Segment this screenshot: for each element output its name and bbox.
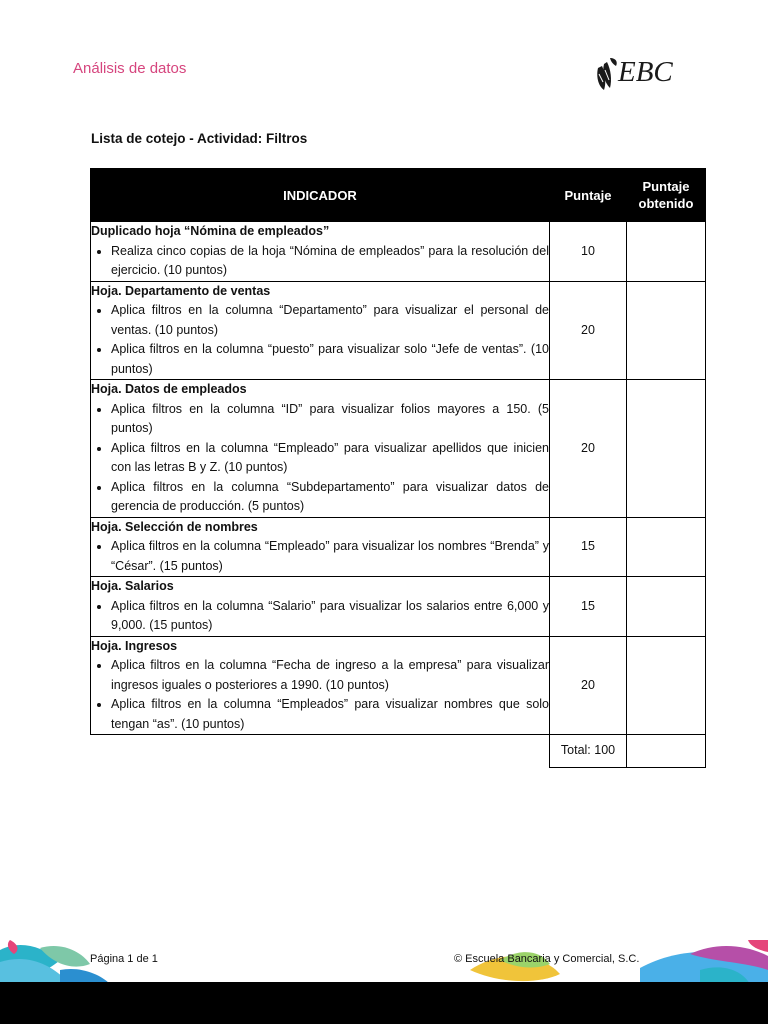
list-item: • Realiza cinco copias de la hoja “Nómina de empleados” para la resolución del ejercicio. (10 puntos) — [111, 242, 549, 281]
list-item: • Aplica filtros en la columna “Departamento” para visualizar el personal de ventas. (10 puntos) — [111, 301, 549, 340]
obtained-cell[interactable] — [627, 517, 706, 577]
indicator-cell — [91, 380, 550, 518]
checklist-table — [90, 168, 706, 768]
total-cell: Total: 100 — [550, 735, 627, 768]
header-indicator: INDICADOR — [91, 169, 550, 222]
points-cell: 15 — [550, 577, 627, 637]
section-title: Hoja. Salarios — [91, 579, 174, 593]
obtained-cell[interactable] — [627, 636, 706, 735]
indicator-cell — [91, 222, 550, 282]
points-cell: 15 — [550, 517, 627, 577]
points-cell: 20 — [550, 281, 627, 380]
list-item: • Aplica filtros en la columna “Fecha de ingreso a la empresa” para visualizar ingresos iguales o posteriores a 1990. (10 puntos) — [111, 656, 549, 695]
leaf-emblem-icon — [594, 54, 620, 94]
footer-copyright: © Escuela Bancaria y Comercial, S.C. — [454, 953, 640, 965]
points-cell: 10 — [550, 222, 627, 282]
obtained-cell[interactable] — [627, 577, 706, 637]
section-title: Hoja. Ingresos — [91, 638, 178, 653]
points-cell: 20 — [550, 380, 627, 518]
bottom-bar — [0, 982, 768, 1024]
footer-page-number: Página 1 de 1 — [90, 953, 158, 965]
table-row — [91, 380, 706, 518]
indicator-cell — [91, 281, 550, 380]
section-title: Hoja. Selección de nombres — [91, 519, 258, 534]
table-header-row — [91, 169, 706, 222]
indicator-cell — [91, 636, 550, 735]
section-title: Hoja. Departamento de ventas — [91, 283, 271, 298]
obtained-cell[interactable] — [627, 380, 706, 518]
list-item: • Aplica filtros en la columna “Empleado” para visualizar apellidos que inicien con las letras B y Z. (10 puntos) — [111, 439, 549, 478]
blank-cell — [91, 735, 550, 768]
list-item: • Aplica filtros en la columna “Empleados” para visualizar nombres que solo tengan “as”. (10 puntos) — [111, 695, 549, 734]
indicator-cell — [91, 517, 550, 577]
list-item: • Aplica filtros en la columna “Salario” para visualizar los salarios entre 6,000 y 9,000. (15 puntos) — [111, 597, 549, 636]
document-subtitle: Lista de cotejo - Actividad: Filtros — [91, 131, 308, 146]
table-row — [91, 222, 706, 282]
list-item: • Aplica filtros en la columna “ID” para visualizar folios mayores a 150. (5 puntos) — [111, 400, 549, 439]
table-row — [91, 636, 706, 735]
total-obtained-cell[interactable] — [627, 735, 706, 768]
list-item: • Aplica filtros en la columna “puesto” para visualizar solo “Jefe de ventas”. (10 puntos) — [111, 340, 549, 379]
header-points: Puntaje — [550, 169, 627, 222]
obtained-cell[interactable] — [627, 281, 706, 380]
header-obtained: Puntaje obtenido — [627, 169, 706, 222]
logo-text: EBC — [618, 56, 673, 88]
indicator-cell — [91, 577, 550, 637]
list-item: • Aplica filtros en la columna “Subdepartamento” para visualizar datos de gerencia de producción. (5 puntos) — [111, 478, 549, 517]
points-cell: 20 — [550, 636, 627, 735]
ebc-logo — [594, 54, 684, 94]
section-title: Hoja. Datos de empleados — [91, 382, 247, 396]
section-title: Duplicado hoja “Nómina de empleados” — [91, 224, 330, 238]
total-row — [91, 735, 706, 768]
table-row — [91, 517, 706, 577]
table-row — [91, 577, 706, 637]
table-row — [91, 281, 706, 380]
header-title: Análisis de datos — [73, 60, 187, 77]
list-item: • Aplica filtros en la columna “Empleado” para visualizar los nombres “Brenda” y “César”. (15 puntos) — [111, 537, 549, 576]
obtained-cell[interactable] — [627, 222, 706, 282]
